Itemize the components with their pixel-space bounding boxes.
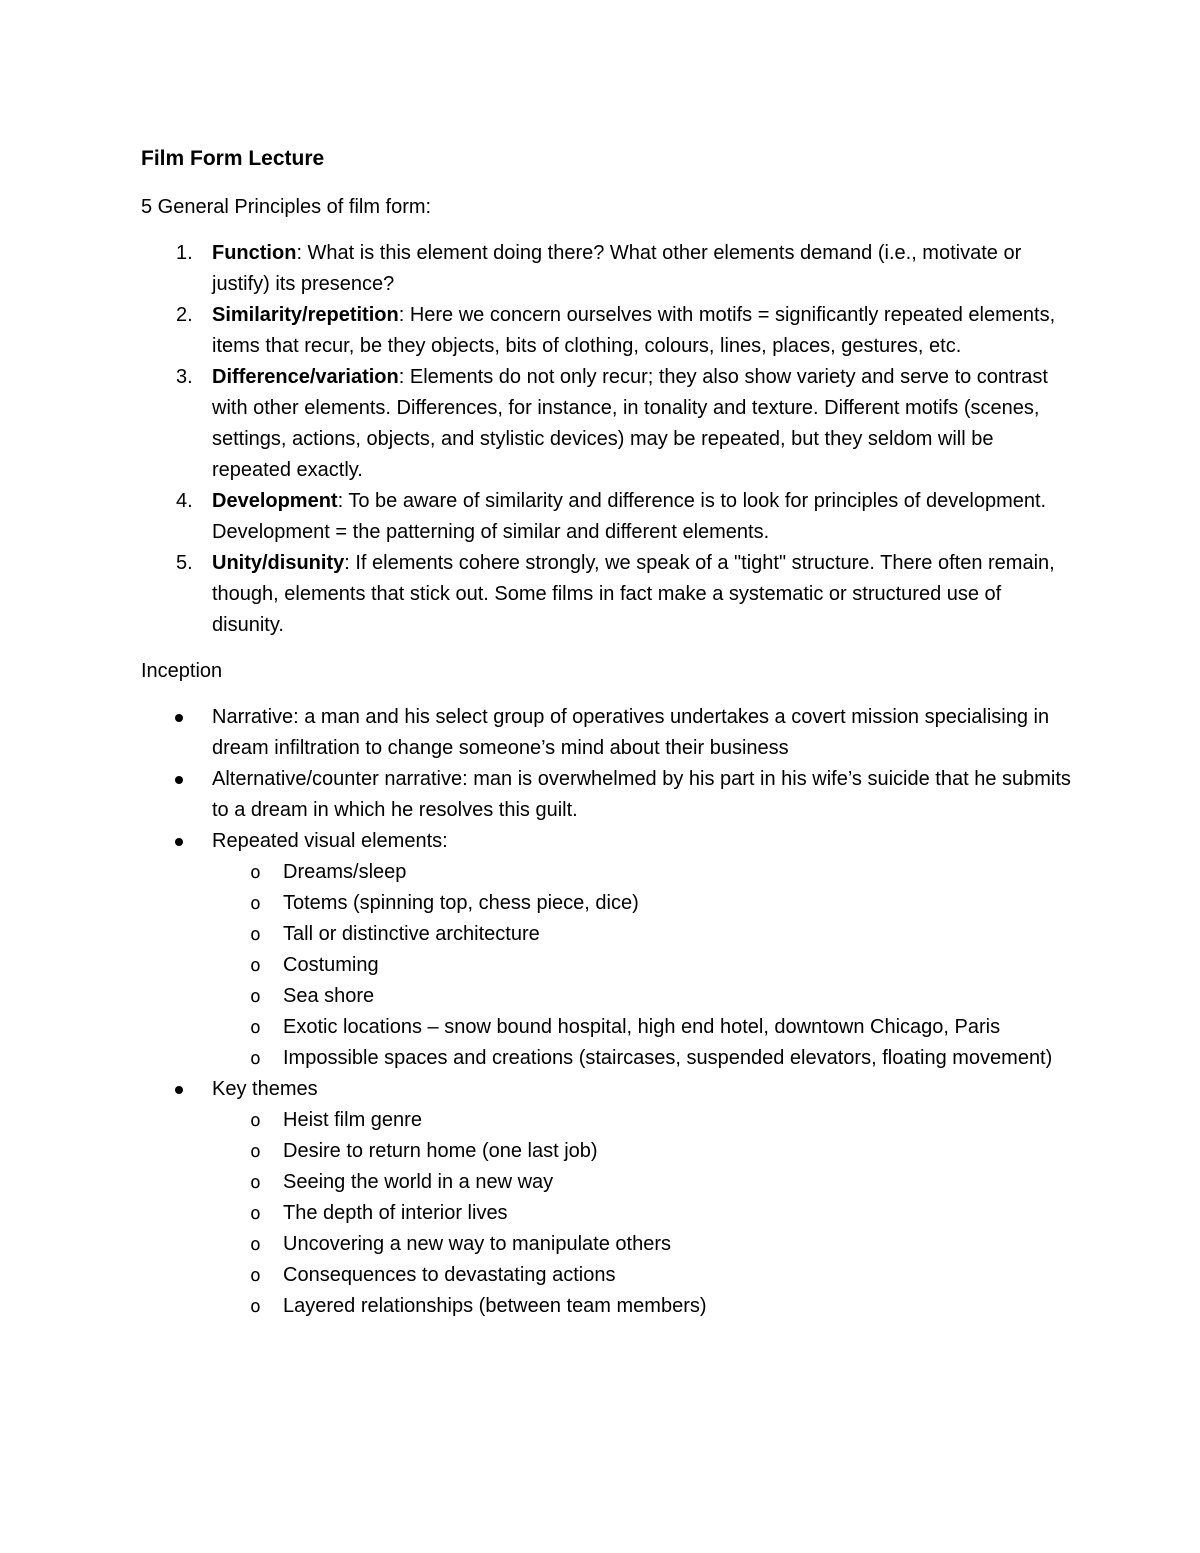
sub-item-text: Tall or distinctive architecture bbox=[283, 923, 540, 945]
bullet-item bbox=[141, 764, 1071, 826]
sub-item-text: Dreams/sleep bbox=[283, 861, 407, 883]
principle-term: Unity/disunity bbox=[212, 552, 345, 574]
principle-item bbox=[141, 486, 1071, 548]
circle-bullet-icon: o bbox=[250, 955, 261, 976]
sub-item bbox=[212, 1043, 1071, 1074]
circle-bullet-icon: o bbox=[250, 1265, 261, 1286]
bullet-text: Repeated visual elements: bbox=[212, 830, 448, 852]
bullet-dot-icon bbox=[175, 776, 183, 784]
circle-bullet-icon: o bbox=[250, 893, 261, 914]
bullet-text: Narrative: a man and his select group of operatives undertakes a covert mission specialising in dream infiltration to change someone’s mind about their business bbox=[212, 706, 1050, 759]
sub-item-text: Impossible spaces and creations (staircases, suspended elevators, floating movement) bbox=[283, 1047, 1053, 1069]
sub-item-text: Exotic locations – snow bound hospital, high end hotel, downtown Chicago, Paris bbox=[283, 1016, 1001, 1038]
sub-item-text: Heist film genre bbox=[283, 1109, 422, 1131]
circle-bullet-icon: o bbox=[250, 1172, 261, 1193]
sub-item bbox=[212, 1105, 1071, 1136]
sub-item-text: Consequences to devastating actions bbox=[283, 1264, 616, 1286]
sub-item bbox=[212, 1167, 1071, 1198]
principle-term: Similarity/repetition bbox=[212, 304, 399, 326]
sub-item-text: Costuming bbox=[283, 954, 379, 976]
principle-text: : What is this element doing there? What other elements demand (i.e., motivate or justify) its presence? bbox=[212, 242, 1022, 295]
sub-item-text: Desire to return home (one last job) bbox=[283, 1140, 598, 1162]
sub-item-text: Seeing the world in a new way bbox=[283, 1171, 554, 1193]
principle-number: 1. bbox=[176, 242, 193, 264]
sub-item-text: Totems (spinning top, chess piece, dice) bbox=[283, 892, 639, 914]
circle-bullet-icon: o bbox=[250, 924, 261, 945]
principle-number: 3. bbox=[176, 366, 193, 388]
principle-text: : To be aware of similarity and difference is to look for principles of development. Development = the patterning of similar and different elements. bbox=[212, 490, 1047, 543]
principles-list bbox=[141, 238, 1071, 641]
circle-bullet-icon: o bbox=[250, 1234, 261, 1255]
sub-item bbox=[212, 1136, 1071, 1167]
principle-number: 5. bbox=[176, 552, 193, 574]
document-body bbox=[141, 142, 1071, 1322]
sub-list-wrapper bbox=[141, 1105, 1071, 1322]
bullet-dot-icon bbox=[175, 1086, 183, 1094]
bullet-item bbox=[141, 702, 1071, 764]
bullet-item bbox=[141, 826, 1071, 1074]
principle-text: : Elements do not only recur; they also show variety and serve to contrast with other elements. Differences, for instance, in tonality and texture. Different motifs (scenes, settings, actions, objects, and stylistic devices) may be repeated, but they seldom will be repeated exactly. bbox=[212, 366, 1048, 481]
principle-number: 4. bbox=[176, 490, 193, 512]
bullet-item bbox=[141, 1074, 1071, 1322]
sub-list-wrapper bbox=[141, 857, 1071, 1074]
principle-item bbox=[141, 362, 1071, 486]
circle-bullet-icon: o bbox=[250, 1048, 261, 1069]
sub-item bbox=[212, 857, 1071, 888]
sub-item bbox=[212, 1291, 1071, 1322]
intro-text: 5 General Principles of film form: bbox=[141, 196, 432, 218]
sub-item-text: Uncovering a new way to manipulate others bbox=[283, 1233, 671, 1255]
circle-bullet-icon: o bbox=[250, 1141, 261, 1162]
sub-item-text: The depth of interior lives bbox=[283, 1202, 508, 1224]
principle-text: : If elements cohere strongly, we speak of a "tight" structure. There often remain, though, elements that stick out. Some films in fact make a systematic or structured use of disunity. bbox=[212, 552, 1055, 636]
sub-item-text: Sea shore bbox=[283, 985, 375, 1007]
principle-term: Development bbox=[212, 490, 338, 512]
circle-bullet-icon: o bbox=[250, 1110, 261, 1131]
principle-item bbox=[141, 238, 1071, 300]
key-themes-list bbox=[212, 1105, 1071, 1322]
bullet-dot-icon bbox=[175, 838, 183, 846]
circle-bullet-icon: o bbox=[250, 1017, 261, 1038]
sub-item bbox=[212, 919, 1071, 950]
principle-text: : Here we concern ourselves with motifs = significantly repeated elements, items that recur, be they objects, bits of clothing, colours, lines, places, gestures, etc. bbox=[212, 304, 1056, 357]
circle-bullet-icon: o bbox=[250, 1203, 261, 1224]
bullet-text: Key themes bbox=[212, 1078, 318, 1100]
sub-item bbox=[212, 1012, 1071, 1043]
inception-list bbox=[141, 702, 1071, 1322]
principle-number: 2. bbox=[176, 304, 193, 326]
sub-item bbox=[212, 888, 1071, 919]
sub-item bbox=[212, 1229, 1071, 1260]
circle-bullet-icon: o bbox=[250, 986, 261, 1007]
circle-bullet-icon: o bbox=[250, 862, 261, 883]
sub-item bbox=[212, 950, 1071, 981]
visual-elements-list bbox=[212, 857, 1071, 1074]
sub-item bbox=[212, 1198, 1071, 1229]
sub-item-text: Layered relationships (between team members) bbox=[283, 1295, 707, 1317]
circle-bullet-icon: o bbox=[250, 1296, 261, 1317]
principle-item bbox=[141, 548, 1071, 641]
bullet-dot-icon bbox=[175, 714, 183, 722]
page-title: Film Form Lecture bbox=[141, 147, 325, 170]
principle-term: Function bbox=[212, 242, 297, 264]
bullet-text: Alternative/counter narrative: man is overwhelmed by his part in his wife’s suicide that he submits to a dream in which he resolves this guilt. bbox=[212, 768, 1071, 821]
section-heading: Inception bbox=[141, 660, 223, 682]
principle-item bbox=[141, 300, 1071, 362]
sub-item bbox=[212, 981, 1071, 1012]
sub-item bbox=[212, 1260, 1071, 1291]
principle-term: Difference/variation bbox=[212, 366, 399, 388]
